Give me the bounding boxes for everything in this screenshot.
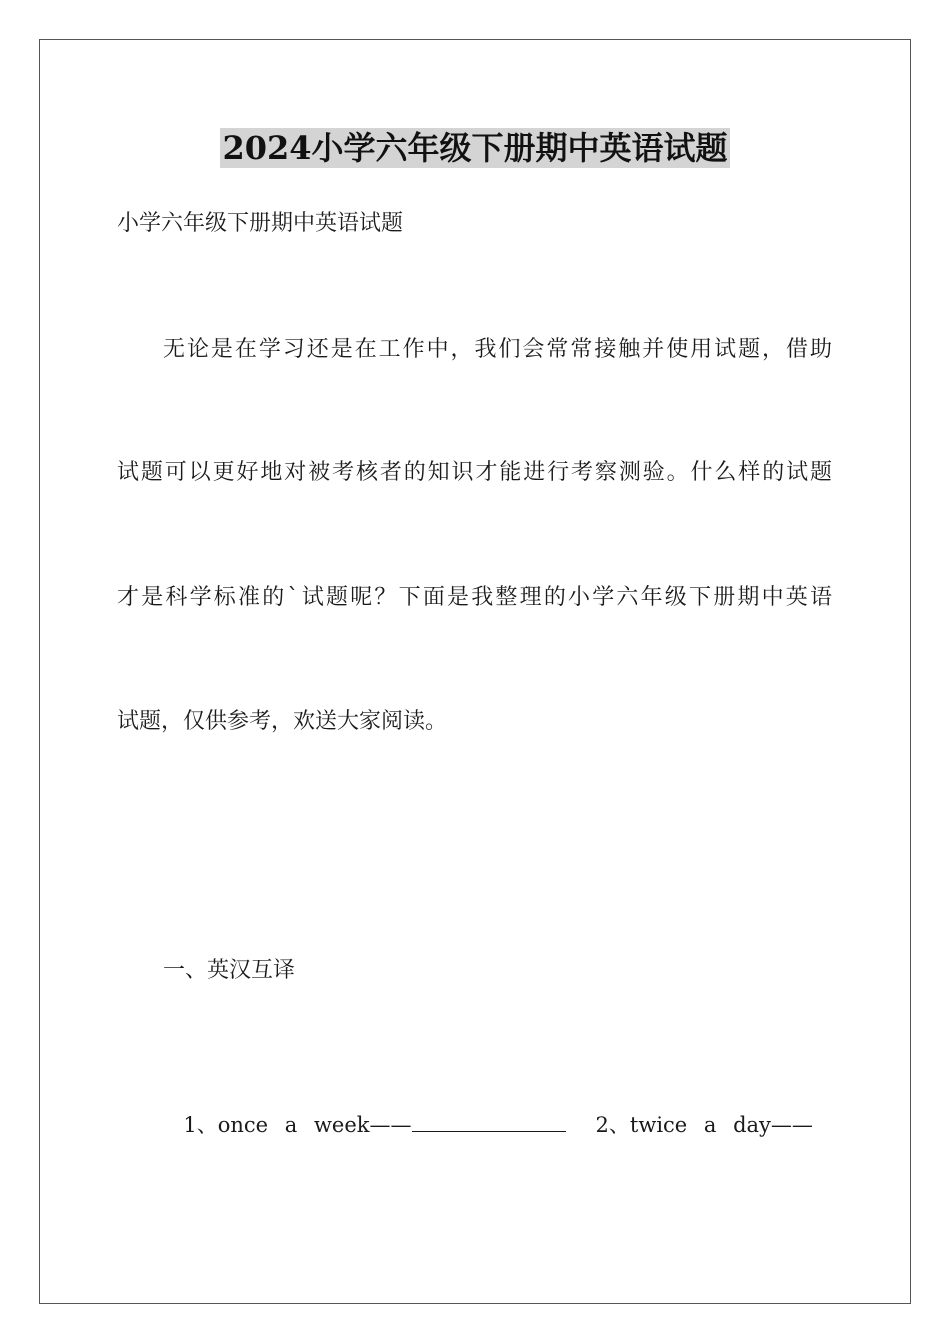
exercise-row <box>170 1083 834 1139</box>
answer-blank-1[interactable] <box>412 1113 566 1132</box>
intro-line-4: 试题，仅供参考，欢送大家阅读。 <box>117 709 448 734</box>
exercise-number-1: 1、 <box>183 1113 218 1137</box>
exercise-prompt-1: once a week—— <box>217 1113 412 1137</box>
exercise-number-2: 2、 <box>595 1113 630 1137</box>
document-title: 2024小学六年级下册期中英语试题 <box>222 129 728 167</box>
intro-line-2: 试题可以更好地对被考核者的知识才能进行考察测验。什么样的试题 <box>117 460 832 485</box>
intro-line-3: 才是科学标准的`试题呢？下面是我整理的小学六年级下册期中英语 <box>117 585 832 610</box>
document-subtitle: 小学六年级下册期中英语试题 <box>117 211 404 236</box>
intro-line-1: 无论是在学习还是在工作中，我们会常常接触并使用试题，借助 <box>163 337 832 362</box>
section-heading: 一、英汉互译 <box>163 958 296 983</box>
title-container <box>0 128 950 168</box>
exercise-prompt-2: twice a day—— <box>629 1113 813 1137</box>
